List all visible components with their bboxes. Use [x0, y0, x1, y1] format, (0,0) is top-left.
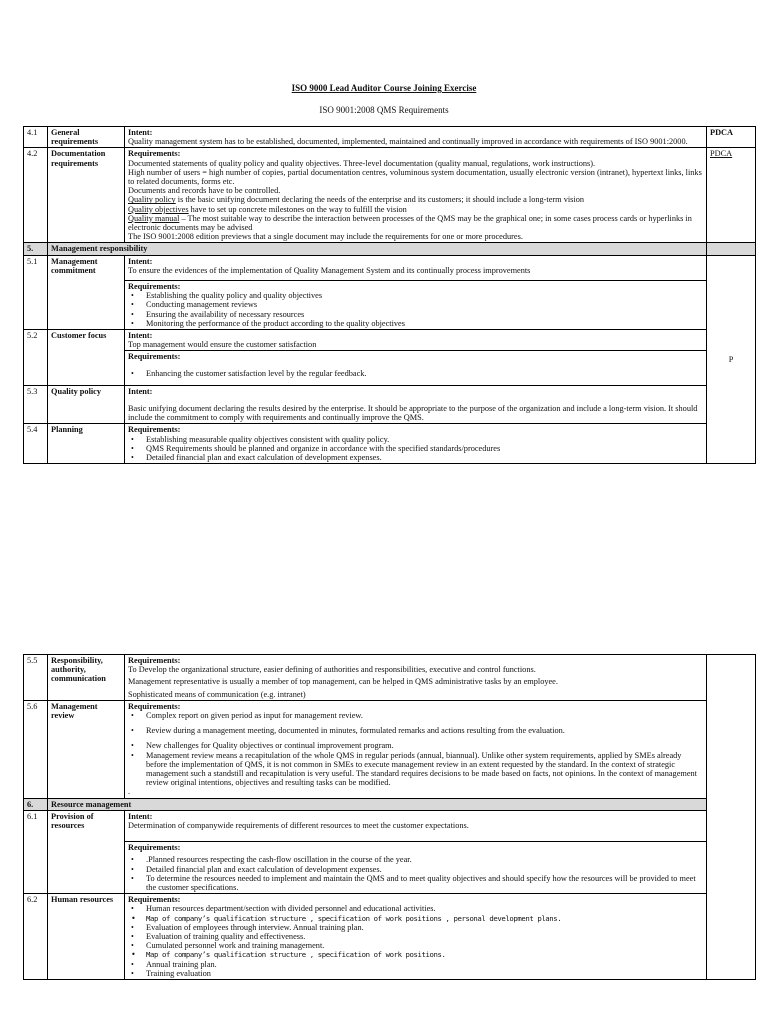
requirement-text: To Develop the organizational structure, easier defining of authorities and responsibilities, executive and control functions. — [128, 665, 536, 675]
table-row — [24, 385, 756, 424]
clause-number: 4.2 — [24, 148, 48, 243]
intent-text: Top management would ensure the customer satisfaction — [128, 340, 317, 350]
requirements-label: Requirements: — [128, 843, 181, 853]
list-item: • Evaluation of training quality and effectiveness. — [142, 932, 703, 941]
intent-text: Quality management system has to be established, documented, implemented, maintained and continually improved in accordance with requirements of ISO 9001:2000. — [128, 137, 688, 147]
table-row — [24, 351, 756, 385]
requirements-label: Requirements: — [128, 282, 181, 292]
pdca-cell — [707, 243, 756, 255]
list-item: • Ensuring the availability of necessary resources — [142, 310, 703, 319]
clause-name: Customer focus — [48, 330, 125, 386]
section-row — [24, 243, 756, 255]
requirement-text: Documents and records have to be controlled. — [128, 186, 281, 196]
intent-text: Basic unifying document declaring the results desired by the enterprise. It should be appropriate to the purpose of the organization and include a long-term vision. It should include the commitment to comply with requirements and continually improve the QMS. — [128, 404, 698, 423]
list-item: • Detailed financial plan and exact calculation of development expenses. — [142, 453, 703, 462]
requirements-label: Requirements: — [128, 425, 181, 435]
clause-content — [125, 655, 707, 701]
clause-number: 5.2 — [24, 330, 48, 386]
clause-name: Management review — [48, 700, 125, 798]
table-row — [24, 281, 756, 330]
clause-name: Quality policy — [48, 385, 125, 424]
quality-policy-note: Quality policy is the basic unifying document declaring the needs of the enterprise and its customers; it should include a long-term vision — [128, 195, 584, 205]
clause-requirements — [125, 351, 707, 385]
clause-content — [125, 148, 707, 243]
clause-content — [125, 424, 707, 464]
document-title: ISO 9000 Lead Auditor Course Joining Exercise — [291, 83, 477, 93]
clause-number: 6.1 — [24, 810, 48, 893]
list-item: • Enhancing the customer satisfaction level by the regular feedback. — [142, 369, 703, 378]
intent-label: Intent: — [128, 331, 153, 341]
clause-intent — [125, 330, 707, 351]
list-item: • Evaluation of employees through interview. Annual training plan. — [142, 923, 703, 932]
clause-requirements — [125, 281, 707, 330]
pdca-cell: PDCA — [707, 148, 756, 243]
list-item: • Conducting management reviews — [142, 300, 703, 309]
list-item: • QMS Requirements should be planned and organize in accordance with the specified standards/procedures — [142, 444, 703, 453]
requirements-table-page-1 — [23, 126, 756, 464]
clause-content — [125, 894, 707, 980]
list-item: • Detailed financial plan and exact calculation of development expenses. — [142, 865, 703, 874]
intent-label: Intent: — [128, 256, 153, 266]
term-quality-policy: Quality policy — [128, 195, 176, 205]
list-item: • Review during a management meeting, documented in minutes, formulated remarks and actions resulting from the evaluation. — [142, 726, 703, 735]
clause-intent — [125, 810, 707, 841]
clause-name: Documentation requirements — [48, 148, 125, 243]
quality-manual-note: Quality manual – The most suitable way to describe the interaction between processes of the QMS may be the graphical one; in some cases process cards or hyperlinks in electronic documents may be advised — [128, 213, 692, 233]
clause-number: 6.2 — [24, 894, 48, 980]
list-item: • Human resources department/section with divided personnel and educational activities. — [142, 904, 703, 913]
clause-number: 5.5 — [24, 655, 48, 701]
requirements-label: Requirements: — [128, 352, 181, 362]
clause-content — [125, 127, 707, 148]
list-item: • Annual training plan. — [142, 960, 703, 969]
list-item: • Cumulated personnel work and training management. — [142, 941, 703, 950]
intent-label: Intent: — [128, 128, 153, 137]
clause-number: 4.1 — [24, 127, 48, 148]
requirements-list — [128, 855, 703, 892]
section-number: 5. — [24, 243, 48, 255]
table-row — [24, 330, 756, 351]
clause-name: Provision of resources — [48, 810, 125, 893]
requirements-list — [128, 435, 703, 463]
clause-number: 5.1 — [24, 255, 48, 329]
requirements-label: Requirements: — [128, 656, 181, 665]
clause-name: Planning — [48, 424, 125, 464]
term-quality-manual: Quality manual — [128, 213, 180, 223]
list-item: • Complex report on given period as input for management review. — [142, 711, 703, 720]
requirements-list — [128, 291, 703, 328]
requirements-label: Requirements: — [128, 149, 181, 159]
clause-name: Management commitment — [48, 255, 125, 329]
section-title: Management responsibility — [48, 243, 707, 255]
requirements-table-page-2 — [23, 654, 756, 980]
intent-label: Intent: — [128, 811, 153, 821]
list-item: • Monitoring the performance of the product according to the quality objectives — [142, 319, 703, 328]
table-row — [24, 894, 756, 980]
trailing-mark: . — [128, 787, 131, 797]
section-row — [24, 798, 756, 810]
section-number: 6. — [24, 798, 48, 810]
pdca-cell: P — [707, 255, 756, 464]
intent-text: To ensure the evidences of the implementation of Quality Management System and its continually process improvements — [128, 265, 531, 275]
clause-requirements — [125, 842, 707, 894]
list-item: • Management review means a recapitulation of the whole QMS in regular periods (annual, biannual). Unlike other system requirements, applied by SMEs already before the implementation of QMS, it is not common in SMEs to execute management review in an extent requested by the standard. In the context of strategic management such a standstill and recapitulation is very useful. The standard requires decisions to be made based on facts, not opinions. In the context of management review original intentions, objectives and resulting tasks can be modified. — [142, 751, 703, 788]
requirement-text: Documented statements of quality policy and quality objectives. Three-level documentation (quality manual, regulations, work instructions). — [128, 158, 596, 168]
list-item: • Map of company’s qualification structure , specification of work positions , personal development plans. — [142, 914, 703, 923]
list-item: • Establishing the quality policy and quality objectives — [142, 291, 703, 300]
clause-content — [125, 385, 707, 424]
clause-name: Human resources — [48, 894, 125, 980]
clause-name: General requirements — [48, 127, 125, 148]
table-row — [24, 148, 756, 243]
clause-number: 5.4 — [24, 424, 48, 464]
quality-objectives-note: Quality objectives have to set up concrete milestones on the way to fulfill the vision — [128, 204, 407, 214]
list-item: • Training evaluation — [142, 969, 703, 978]
table-row — [24, 655, 756, 701]
requirements-label: Requirements: — [128, 701, 181, 711]
table-row — [24, 127, 756, 148]
list-item: • Map of company’s qualification structure , specification of work positions. — [142, 950, 703, 959]
table-row — [24, 700, 756, 798]
requirements-list — [128, 904, 703, 978]
requirement-text: The ISO 9001:2008 edition previews that a single document may include the requirements for one or more procedures. — [128, 232, 523, 242]
table-row — [24, 255, 756, 280]
intent-label: Intent: — [128, 386, 153, 396]
term-quality-objectives: Quality objectives — [128, 204, 189, 214]
clause-name: Responsibility, authority, communication — [48, 655, 125, 701]
pdca-cell — [707, 655, 756, 980]
requirements-list — [128, 711, 703, 787]
table-row — [24, 810, 756, 841]
requirement-text: Sophisticated means of communication (e.g. intranet) — [128, 689, 306, 699]
requirement-text: High number of users = high number of copies, partial documentation centres, voluminous system documentation, usually electronic version (intranet), hypertext links, links to related documents, forms etc. — [128, 167, 702, 187]
document-page-2 — [0, 645, 768, 1024]
clause-number: 5.3 — [24, 385, 48, 424]
requirements-list — [128, 369, 703, 378]
clause-intent — [125, 255, 707, 280]
intent-text: Determination of companywide requirements of different resources to meet the customer expectations. — [128, 821, 469, 831]
list-item: • To determine the resources needed to implement and maintain the QMS and to meet quality objectives and should specify how the resources will be provided to meet the customer specifications. — [142, 874, 703, 892]
list-item: • New challenges for Quality objectives or continual improvement program. — [142, 741, 703, 750]
requirement-text: Management representative is usually a member of top management, can be helped in QMS administrative tasks by an employee. — [128, 677, 558, 687]
requirements-label: Requirements: — [128, 895, 181, 905]
document-subtitle: ISO 9001:2008 QMS Requirements — [319, 105, 449, 115]
clause-content — [125, 700, 707, 798]
section-title: Resource management — [48, 798, 707, 810]
table-row — [24, 424, 756, 464]
clause-number: 5.6 — [24, 700, 48, 798]
table-row — [24, 842, 756, 894]
list-item: • Establishing measurable quality objectives consistent with quality policy. — [142, 435, 703, 444]
pdca-cell: PDCA — [707, 127, 756, 148]
list-item: • .Planned resources respecting the cash-flow oscillation in the course of the year. — [142, 855, 703, 864]
